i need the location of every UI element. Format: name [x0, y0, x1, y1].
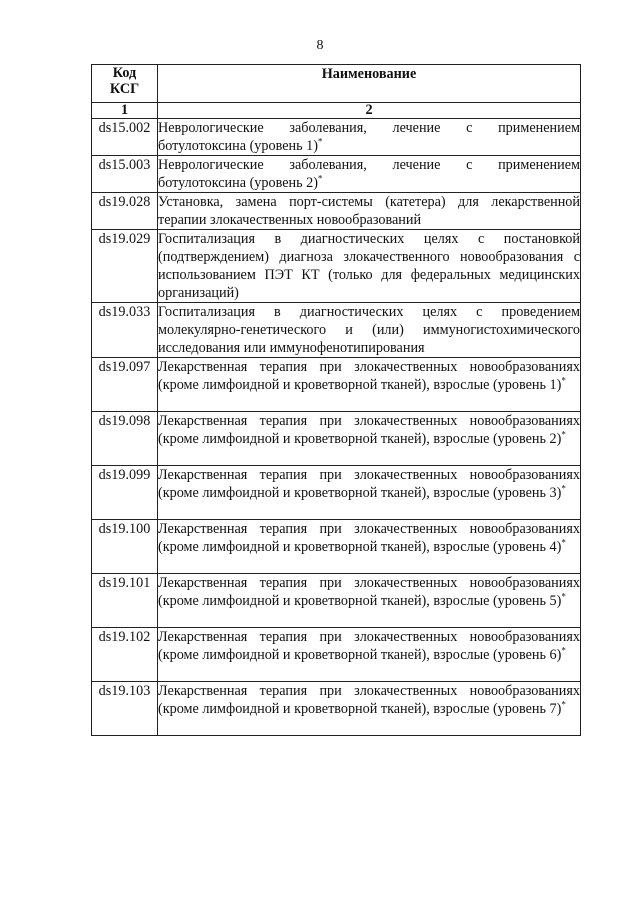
ksg-name-text: Лекарственная терапия при злокачественных новообразованиях (кроме лимфоидной и кроветворной тканей), взрослые (уровень 5)	[158, 575, 580, 609]
ksg-name-cell	[158, 412, 581, 466]
ksg-name-cell	[158, 574, 581, 628]
ksg-name-cell	[158, 230, 581, 303]
ksg-name-text: Лекарственная терапия при злокачественных новообразованиях (кроме лимфоидной и кроветворной тканей), взрослые (уровень 7)	[158, 683, 580, 717]
ksg-code-cell: ds19.097	[92, 358, 158, 412]
table-row	[92, 520, 581, 574]
table-row	[92, 230, 581, 303]
column-number-row	[92, 103, 581, 119]
ksg-code-cell: ds19.100	[92, 520, 158, 574]
table-row	[92, 193, 581, 230]
ksg-name-cell	[158, 466, 581, 520]
ksg-code-cell: ds19.033	[92, 303, 158, 358]
ksg-code-cell: ds19.098	[92, 412, 158, 466]
ksg-name-text: Госпитализация в диагностических целях с проведением молекулярно-генетического и (или) иммуногистохимического исследования или иммунофенотипирования	[158, 304, 580, 356]
column-number-2: 2	[158, 103, 581, 119]
footnote-mark: *	[317, 173, 323, 184]
ksg-name-cell	[158, 520, 581, 574]
table-row	[92, 156, 581, 193]
ksg-name-text: Установка, замена порт-системы (катетера) для лекарственной терапии злокачественных новообразований	[158, 194, 580, 228]
table-row	[92, 682, 581, 736]
code-header-line1: Код	[112, 65, 137, 81]
footnote-mark: *	[561, 699, 566, 710]
page-number: 8	[316, 38, 324, 53]
table-row	[92, 628, 581, 682]
footnote-mark: *	[317, 136, 323, 147]
ksg-name-text: Неврологические заболевания, лечение с применением ботулотоксина (уровень 1)	[158, 120, 580, 154]
footnote-mark: *	[561, 429, 566, 440]
ksg-code-cell: ds19.103	[92, 682, 158, 736]
footnote-mark: *	[561, 483, 566, 494]
ksg-code-cell: ds15.003	[92, 156, 158, 193]
ksg-table	[91, 64, 581, 736]
ksg-code-cell: ds19.101	[92, 574, 158, 628]
ksg-name-text: Госпитализация в диагностических целях с постановкой (подтверждением) диагноза злокачественного новообразования с использованием ПЭТ КТ (только для федеральных медицинских организаций)	[158, 231, 580, 301]
ksg-name-cell	[158, 628, 581, 682]
ksg-name-cell	[158, 303, 581, 358]
footnote-mark: *	[561, 537, 566, 548]
table-header-row	[92, 65, 581, 103]
code-header-line2: КСГ	[109, 81, 140, 97]
ksg-name-text: Неврологические заболевания, лечение с применением ботулотоксина (уровень 2)	[158, 157, 580, 191]
ksg-code-cell: ds19.099	[92, 466, 158, 520]
footnote-mark: *	[561, 375, 566, 386]
code-column-header	[92, 65, 158, 103]
ksg-name-cell	[158, 119, 581, 156]
table-row	[92, 466, 581, 520]
column-number-1: 1	[92, 103, 158, 119]
ksg-name-cell	[158, 682, 581, 736]
ksg-name-text: Лекарственная терапия при злокачественных новообразованиях (кроме лимфоидной и кроветворной тканей), взрослые (уровень 2)	[158, 413, 580, 447]
ksg-code-cell: ds15.002	[92, 119, 158, 156]
table-row	[92, 412, 581, 466]
ksg-code-cell: ds19.029	[92, 230, 158, 303]
ksg-code-cell: ds19.102	[92, 628, 158, 682]
name-column-header: Наименование	[158, 65, 581, 103]
ksg-name-text: Лекарственная терапия при злокачественных новообразованиях (кроме лимфоидной и кроветворной тканей), взрослые (уровень 4)	[158, 521, 580, 555]
table-row	[92, 358, 581, 412]
ksg-name-text: Лекарственная терапия при злокачественных новообразованиях (кроме лимфоидной и кроветворной тканей), взрослые (уровень 3)	[158, 467, 580, 501]
table-row	[92, 574, 581, 628]
footnote-mark: *	[561, 591, 566, 602]
footnote-mark: *	[561, 645, 566, 656]
ksg-name-text: Лекарственная терапия при злокачественных новообразованиях (кроме лимфоидной и кроветворной тканей), взрослые (уровень 1)	[158, 359, 580, 393]
table-row	[92, 303, 581, 358]
ksg-code-cell: ds19.028	[92, 193, 158, 230]
ksg-name-cell	[158, 193, 581, 230]
ksg-name-text: Лекарственная терапия при злокачественных новообразованиях (кроме лимфоидной и кроветворной тканей), взрослые (уровень 6)	[158, 629, 580, 663]
ksg-name-cell	[158, 156, 581, 193]
table-row	[92, 119, 581, 156]
ksg-name-cell	[158, 358, 581, 412]
